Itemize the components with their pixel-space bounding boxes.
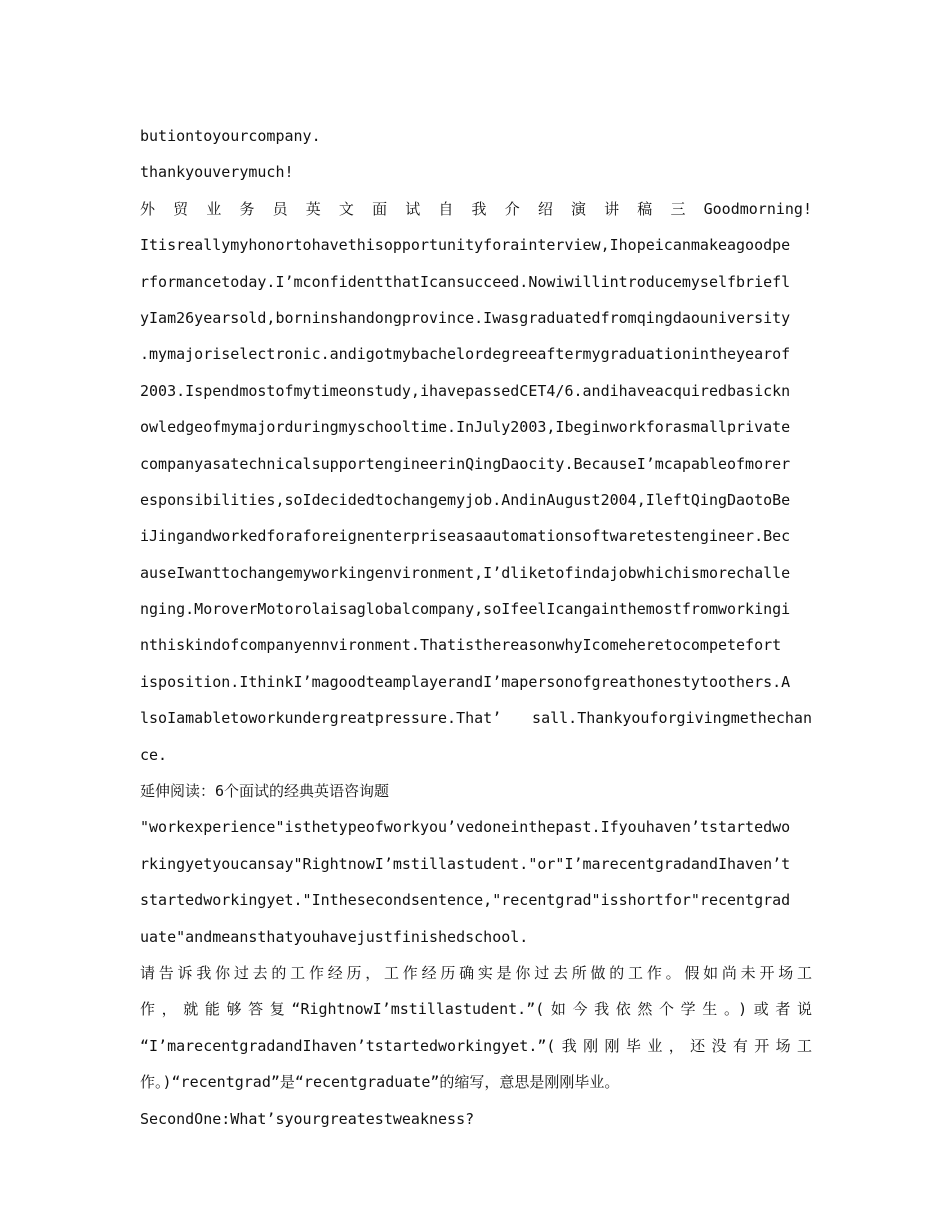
text-line: iJingandworkedforaforeignenterpriseasaautomationsoftwaretestengineer.Bec — [140, 527, 791, 546]
document-body — [140, 118, 812, 1137]
text-line: rkingyetyoucansay"RightnowI’mstillastudent."or"I’marecentgradandIhaven’t — [140, 854, 791, 873]
text-line: 2003.Ispendmostofmytimeonstudy,ihavepassedCET4/6.andihaveacquiredbasickn — [140, 381, 791, 400]
text-line: startedworkingyet."Inthesecondsentence,"recentgrad"isshortfor"recentgrad — [140, 891, 791, 910]
text-line: esponsibilities,soIdecidedtochangemyjob.AndinAugust2004,IleftQingDaotoBe — [140, 490, 791, 509]
section-heading-line: 延伸阅读：6个面试的经典英语咨询题 — [140, 782, 390, 801]
text-line: butiontoyourcompany. — [140, 127, 321, 145]
text-line: “I’marecentgradandIhaven’tstartedworkingyet.”(我刚刚毕业，还没有开场工 — [140, 1036, 812, 1055]
text-line: rformancetoday.I’mconfidentthatIcansucceed.Nowiwillintroducemyselfbriefl — [140, 272, 791, 291]
text-line: uate"andmeansthatyouhavejustfinishedschool. — [140, 927, 529, 946]
text-line: SecondOne:What’syourgreatestweakness? — [140, 1109, 475, 1128]
text-line: companyasatechnicalsupportengineerinQingDaocity.BecauseI’mcapableofmorer — [140, 454, 791, 473]
text-line: "workexperience"isthetypeofworkyou’vedoneinthepast.Ifyouhaven’tstartedwo — [140, 818, 791, 837]
text-line: owledgeofmymajorduringmyschooltime.InJuly2003,Ibeginworkforasmallprivate — [140, 418, 791, 437]
text-line: 作。)“recentgrad”是“recentgraduate”的缩写，意思是刚刚毕业。 — [140, 1073, 620, 1092]
text-line: .mymajoriselectronic.andigotmybachelordegreeaftermygraduationintheyearof — [140, 345, 791, 364]
text-line: nthiskindofcompanyennvironment.ThatisthereasonwhyIcomeheretocompetefort — [140, 636, 782, 655]
text-line: ce. — [140, 745, 168, 764]
text-line: Itisreallymyhonortohavethisopportunityforainterview,Ihopeicanmakeagoodpe — [140, 236, 791, 255]
text-line: nging.MoroverMotorolaisaglobalcompany,soIfeelIcangainthemostfromworkingi — [140, 600, 791, 619]
text-line: auseIwanttochangemyworkingenvironment,I’dliketofindajobwhichismorechalle — [140, 563, 791, 582]
section-heading-line: 外 贸 业 务 员 英 文 面 试 自 我 介 绍 演 讲 稿 三 Goodmorning! — [140, 199, 812, 218]
text-line: thankyouverymuch! — [140, 163, 294, 182]
text-line: 作，就能够答复“RightnowI’mstillastudent.”(如今我依然个学生。)或者说 — [140, 1000, 812, 1019]
text-line: lsoIamabletoworkundergreatpressure.That’ sall.Thankyouforgivingmethechan — [140, 709, 812, 728]
text-line: yIam26yearsold,borninshandongprovince.Iwasgraduatedfromqingdaouniversity — [140, 308, 791, 327]
text-line: isposition.IthinkI’magoodteamplayerandI’mapersonofgreathonestytoothers.A — [140, 672, 791, 691]
text-line: 请告诉我你过去的工作经历，工作经历确实是你过去所做的工作。假如尚未开场工 — [140, 963, 812, 982]
